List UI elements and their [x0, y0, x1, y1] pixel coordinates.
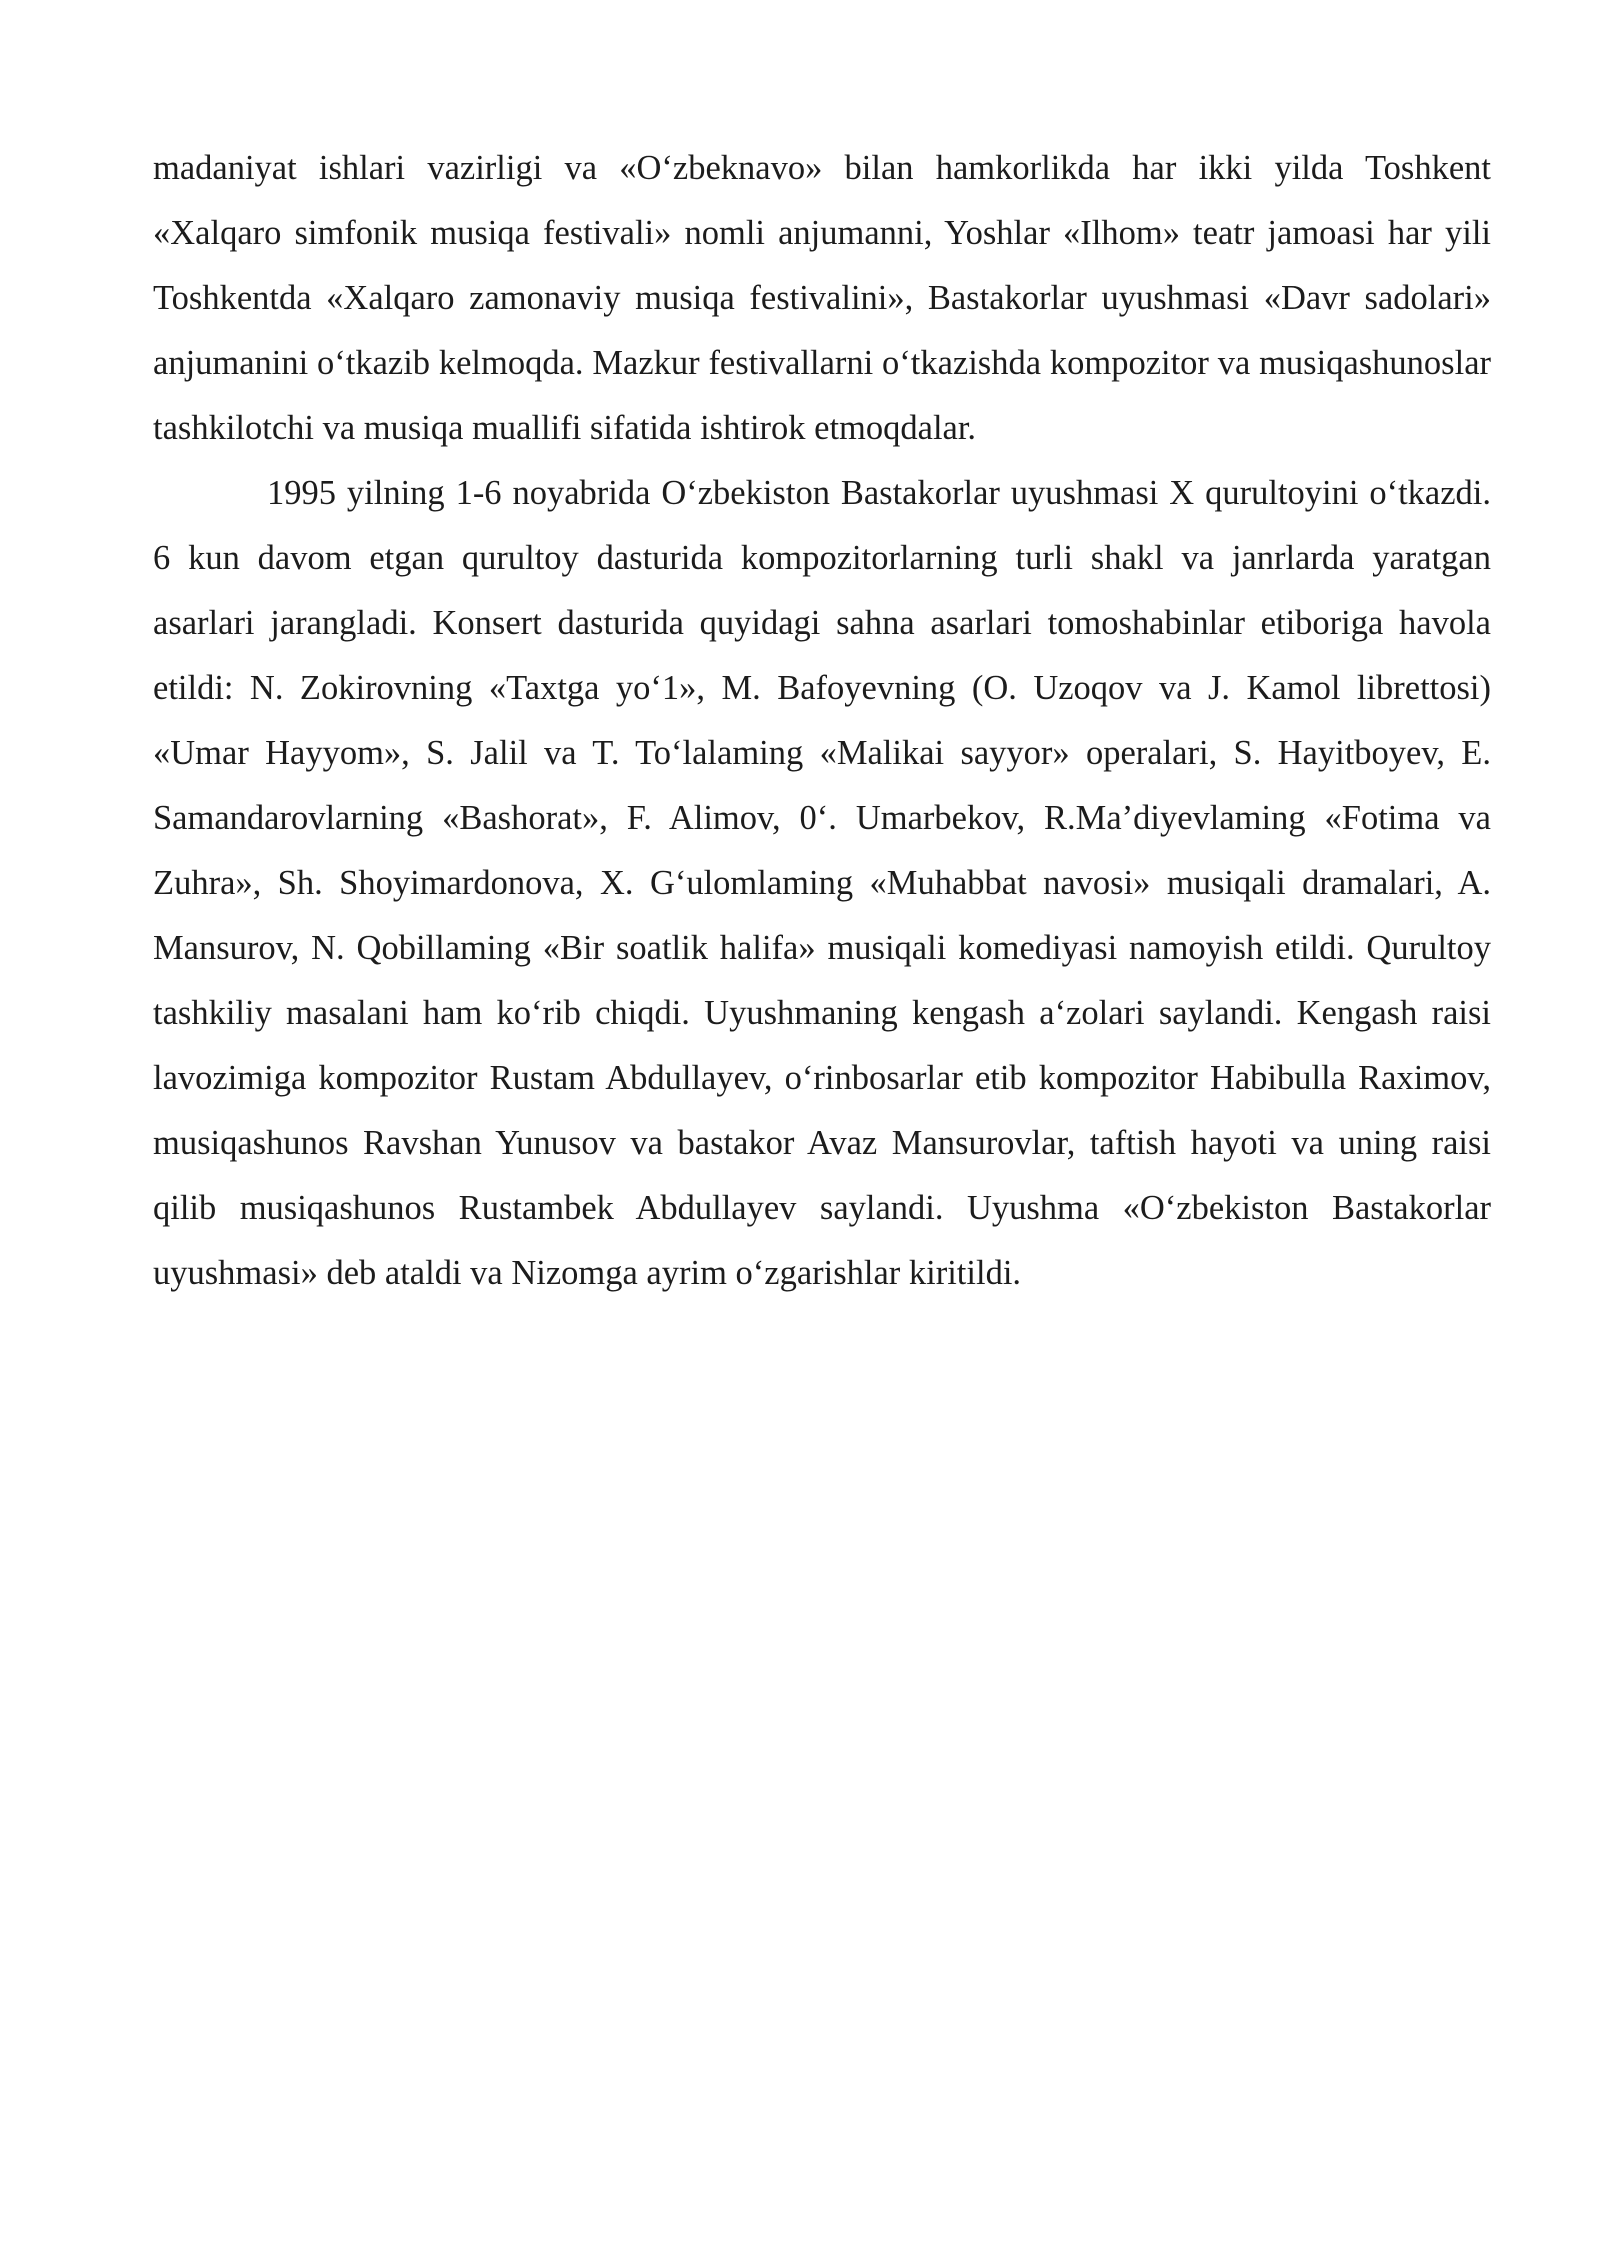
paragraph-congress-1995: 1995 yilning 1-6 noyabrida O‘zbekiston Bastakorlar uyushmasi X qurultoyini o‘tkazdi. 6 kun davom etgan qurultoy dasturida kompozitorlarning turli shakl va janrlarda yaratgan asarlari jarangladi. Konsert dasturida quyidagi sahna asarlari tomoshabinlar etiboriga havola etildi: N. Zokirovning «Taxtga yo‘1», M. Bafoyevning (O. Uzoqov va J. Kamol librettosi) «Umar Hayyom», S. Jalil va T. To‘lalaming «Malikai sayyor» operalari, S. Hayitboyev, E. Samandarovlarning «Bashorat», F. Alimov, 0‘. Umarbekov, R.Ma’diyevlaming «Fotima va Zuhra», Sh. Shoyimardonova, X. G‘ulomlaming «Muhabbat navosi» musiqali dramalari, A. Mansurov, N. Qobillaming «Bir soatlik halifa» musiqali komediyasi namoyish etildi. Qurultoy tashkiliy masalani ham ko‘rib chiqdi. Uyushmaning kengash a‘zolari saylandi. Kengash raisi lavozimiga kompozitor Rustam Abdullayev, o‘rinbosarlar etib kompozitor Habibulla Raximov, musiqashunos Ravshan Yunusov va bastakor Avaz Mansurovlar, taftish hayoti va uning raisi qilib musiqashunos Rustambek Abdullayev saylandi. Uyushma «O‘zbekiston Bastakorlar uyushmasi» deb ataldi va Nizomga ayrim o‘zgarishlar kiritildi. [153, 474, 1491, 1292]
body-text [153, 136, 1491, 1306]
paragraph-continuation: madaniyat ishlari vazirligi va «O‘zbeknavo» bilan hamkorlikda har ikki yilda Toshkent «Xalqaro simfonik musiqa festivali» nomli anjumanni, Yoshlar «Ilhom» teatr jamoasi har yili Toshkentda «Xalqaro zamonaviy musiqa festivalini», Bastakorlar uyushmasi «Davr sadolari» anjumanini o‘tkazib kelmoqda. Mazkur festivallarni o‘tkazishda kompozitor va musiqashunoslar tashkilotchi va musiqa muallifi sifatida ishtirok etmoqdalar. [153, 149, 1491, 447]
